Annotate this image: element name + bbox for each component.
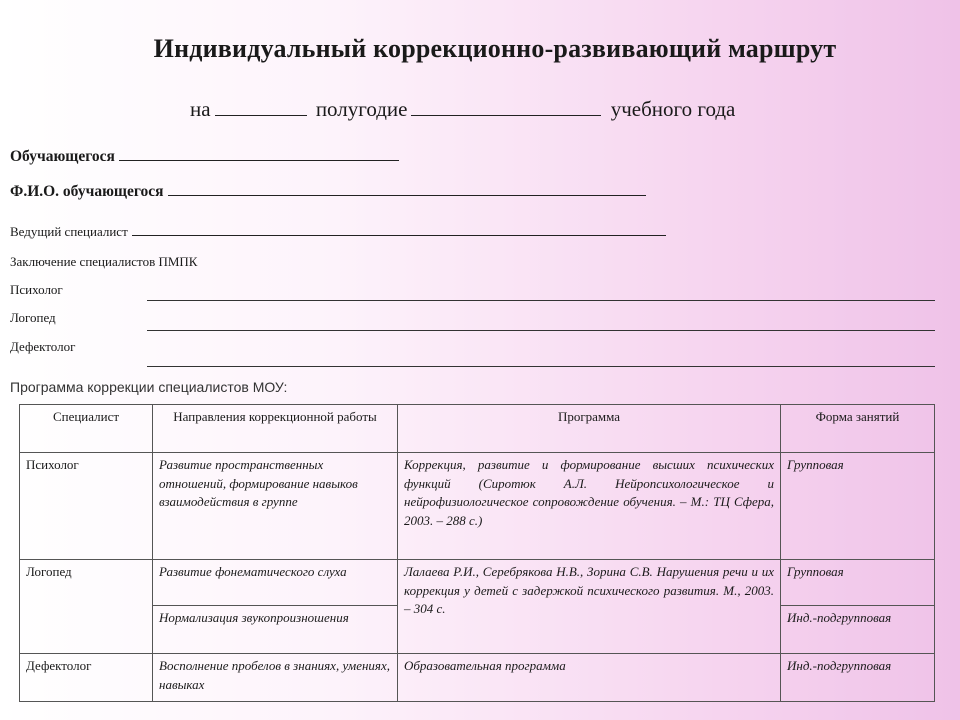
speech-therapist-blank[interactable] <box>147 330 935 331</box>
table-row <box>20 453 935 560</box>
student-name-field <box>10 183 650 201</box>
row-direction: Развитие пространственных отношений, формирование навыков взаимодействия в группе <box>153 453 398 560</box>
row-program: Образовательная программа <box>398 654 781 702</box>
row-form: Групповая <box>781 453 935 560</box>
row-direction: Нормализация звукопроизношения <box>153 606 398 654</box>
speech-therapist-label: Логопед <box>10 310 56 325</box>
program-title: Программа коррекции специалистов МОУ: <box>10 379 288 395</box>
lead-specialist-label: Ведущий специалист <box>10 224 128 239</box>
student-field <box>10 148 403 166</box>
row-form: Инд.-подгрупповая <box>781 606 935 654</box>
header-program: Программа <box>398 405 781 453</box>
defectologist-label: Дефектолог <box>10 339 76 354</box>
row-direction: Восполнение пробелов в знаниях, умениях, навыках <box>153 654 398 702</box>
row-specialist: Психолог <box>20 453 153 560</box>
student-name-blank[interactable] <box>168 194 646 196</box>
row-direction: Развитие фонематического слуха <box>153 560 398 606</box>
half-year-blank[interactable] <box>215 114 307 116</box>
subtitle-suffix: учебного года <box>610 97 736 121</box>
row-specialist: Логопед <box>20 560 153 654</box>
row-program: Лалаева Р.И., Серебрякова Н.В., Зорина С.В. Нарушения речи и их коррекция у детей с задержкой психического развития. М., 2003. – 304 с. <box>398 560 781 654</box>
header-form: Форма занятий <box>781 405 935 453</box>
table-row <box>20 560 935 606</box>
row-form: Групповая <box>781 560 935 606</box>
table-header-row <box>20 405 935 453</box>
conclusion-label: Заключение специалистов ПМПК <box>10 254 198 269</box>
row-form: Инд.-подгрупповая <box>781 654 935 702</box>
school-year-blank[interactable] <box>411 114 601 116</box>
subtitle-middle: полугодие <box>315 97 408 121</box>
header-specialist: Специалист <box>20 405 153 453</box>
subtitle-prefix: на <box>190 97 211 121</box>
header-direction: Направления коррекционной работы <box>153 405 398 453</box>
correction-program-table <box>19 404 935 702</box>
row-specialist: Дефектолог <box>20 654 153 702</box>
table-row <box>20 654 935 702</box>
psychologist-label: Психолог <box>10 282 63 297</box>
student-name-label: Ф.И.О. обучающегося <box>10 183 164 200</box>
row-program: Коррекция, развитие и формирование высших психических функций (Сиротюк А.Л. Нейропсихологическое и нейрофизиологическое сопровождение обучения. – М.: ТЦ Сфера, 2003. – 288 с.) <box>398 453 781 560</box>
subtitle-line <box>190 97 735 122</box>
student-blank[interactable] <box>119 159 399 161</box>
psychologist-blank[interactable] <box>147 300 935 301</box>
lead-specialist-blank[interactable] <box>132 234 666 236</box>
lead-specialist-field <box>10 224 670 240</box>
page-title: Индивидуальный коррекционно-развивающий маршрут <box>153 34 837 63</box>
defectologist-blank[interactable] <box>147 366 935 367</box>
student-label: Обучающегося <box>10 148 115 165</box>
